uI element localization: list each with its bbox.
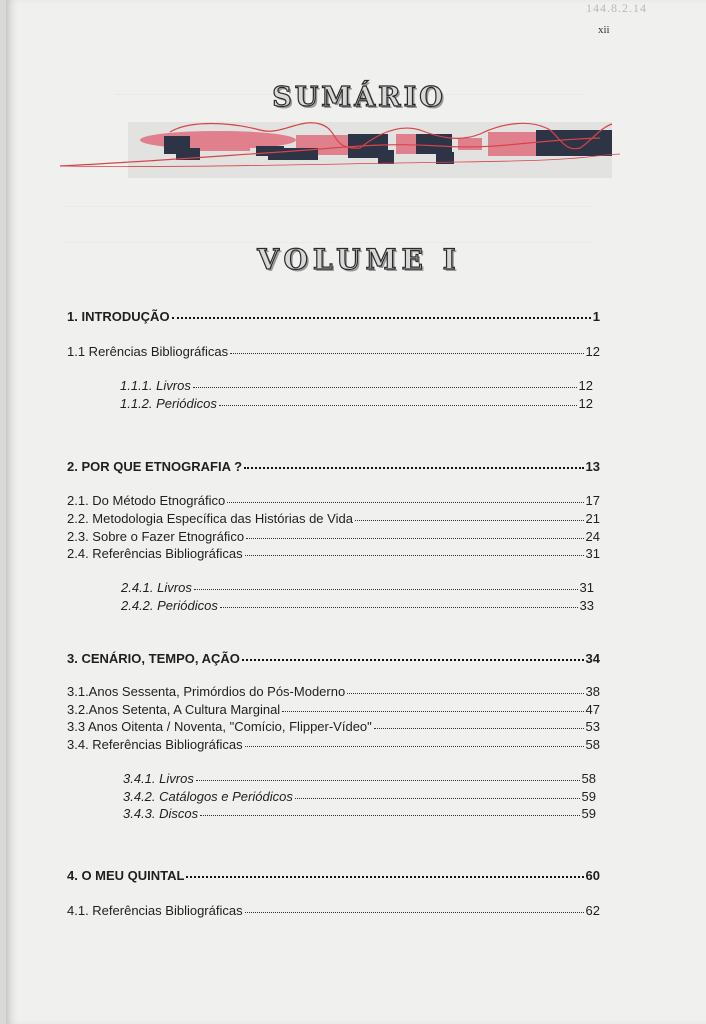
toc-entry-page: 60 [585, 868, 600, 883]
banner-pink-block [458, 138, 482, 150]
toc-entry-label: 2.4.2. Periódicos [121, 598, 218, 613]
dot-leader [193, 387, 577, 388]
toc-entry [67, 529, 600, 544]
toc-entry-label: 2.2. Metodologia Específica das Histórias de Vida [67, 511, 353, 526]
dot-leader [347, 693, 583, 694]
toc-entry [67, 309, 600, 324]
toc-entry [67, 684, 600, 699]
document-page [6, 0, 706, 1024]
toc-entry [67, 546, 600, 561]
dot-leader [242, 659, 584, 661]
toc-entry-page: 21 [585, 511, 600, 526]
dot-leader [245, 555, 584, 556]
toc-entry [121, 598, 594, 613]
toc-entry-page: 53 [585, 719, 600, 734]
toc-entry-page: 31 [585, 546, 600, 561]
toc-entry-label: 2. POR QUE ETNOGRAFIA ? [67, 459, 243, 474]
toc-entry-label: 3.4.2. Catálogos e Periódicos [123, 789, 293, 804]
dot-leader [230, 353, 583, 354]
toc-entry-label: 3.3 Anos Oitenta / Noventa, "Comício, Flipper-Vídeo" [67, 719, 372, 734]
page-number: xii [598, 24, 610, 36]
toc-entry [121, 580, 594, 595]
toc-entry-label: 2.4.1. Livros [121, 580, 192, 595]
toc-entry-label: 1.1 Rerências Bibliográficas [67, 344, 229, 359]
toc-entry [120, 378, 593, 393]
banner-pink-block [194, 133, 250, 151]
toc-entry-page: 17 [585, 493, 600, 508]
toc-entry-label: 2.1. Do Método Etnográfico [67, 493, 226, 508]
dot-leader [244, 467, 584, 469]
toc-entry [67, 344, 600, 359]
toc-entry-label: 1. INTRODUÇÃO [67, 309, 170, 324]
toc-entry [123, 789, 596, 804]
toc-entry-page: 62 [585, 903, 600, 918]
toc-entry-label: 1.1.2. Periódicos [120, 396, 217, 411]
toc-entry-page: 58 [585, 737, 600, 752]
show-through-texture [66, 196, 594, 207]
banner-pink-block [396, 134, 416, 154]
toc-entry [123, 771, 596, 786]
toc-entry-page: 58 [581, 771, 596, 786]
toc-entry-page: 12 [585, 344, 600, 359]
show-through-texture [66, 232, 594, 243]
toc-entry-page: 34 [585, 651, 600, 666]
dot-leader [194, 589, 578, 590]
dot-leader [245, 912, 584, 913]
toc-entry-page: 59 [581, 806, 596, 821]
toc-entry-page: 12 [578, 378, 593, 393]
toc-entry-label: 3.4.1. Livros [123, 771, 194, 786]
dot-leader [186, 876, 583, 878]
dot-leader [219, 405, 577, 406]
toc-entry [67, 702, 600, 717]
toc-entry [120, 396, 593, 411]
dot-leader [200, 815, 579, 816]
toc-entry-page: 47 [585, 702, 600, 717]
toc-entry-page: 13 [585, 459, 600, 474]
banner-dark-block [536, 130, 612, 156]
dot-leader [282, 711, 583, 712]
toc-entry-label: 3.1.Anos Sessenta, Primórdios do Pós-Moderno [67, 684, 346, 699]
toc-entry [67, 493, 600, 508]
toc-entry-label: 3. CENÁRIO, TEMPO, AÇÃO [67, 651, 240, 666]
toc-entry-page: 12 [578, 396, 593, 411]
toc-entry-page: 33 [579, 598, 594, 613]
toc-entry-label: 4. O MEU QUINTAL [67, 868, 185, 883]
toc-entry-label: 3.4. Referências Bibliográficas [67, 737, 243, 752]
toc-entry [67, 737, 600, 752]
toc-entry-label: 3.4.3. Discos [123, 806, 199, 821]
dot-leader [374, 728, 584, 729]
toc-entry [67, 651, 600, 666]
summary-title: SUMÁRIO [272, 82, 446, 113]
dot-leader [246, 538, 583, 539]
toc-entry-page: 31 [579, 580, 594, 595]
toc-entry-label: 4.1. Referências Bibliográficas [67, 903, 243, 918]
decorative-banner [60, 112, 620, 184]
toc-entry-label: 1.1.1. Livros [120, 378, 191, 393]
dot-leader [220, 607, 578, 608]
dot-leader [196, 780, 580, 781]
toc-entry-page: 1 [592, 309, 600, 324]
toc-entry-page: 24 [585, 529, 600, 544]
toc-entry-page: 38 [585, 684, 600, 699]
toc-entry [123, 806, 596, 821]
pencil-annotation: 144.8.2.14 [586, 1, 647, 15]
dot-leader [245, 746, 584, 747]
toc-entry [67, 868, 600, 883]
toc-entry-label: 2.3. Sobre o Fazer Etnográfico [67, 529, 245, 544]
dot-leader [172, 317, 591, 319]
dot-leader [227, 502, 583, 503]
toc-entry [67, 903, 600, 918]
toc-entry-label: 3.2.Anos Setenta, A Cultura Marginal [67, 702, 281, 717]
banner-dark-block [378, 150, 394, 164]
toc-entry [67, 459, 600, 474]
dot-leader [295, 798, 580, 799]
volume-title: VOLUME I [257, 243, 461, 276]
toc-entry-page: 59 [581, 789, 596, 804]
toc-entry [67, 719, 600, 734]
toc-entry [67, 511, 600, 526]
dot-leader [355, 520, 584, 521]
toc-entry-label: 2.4. Referências Bibliográficas [67, 546, 243, 561]
